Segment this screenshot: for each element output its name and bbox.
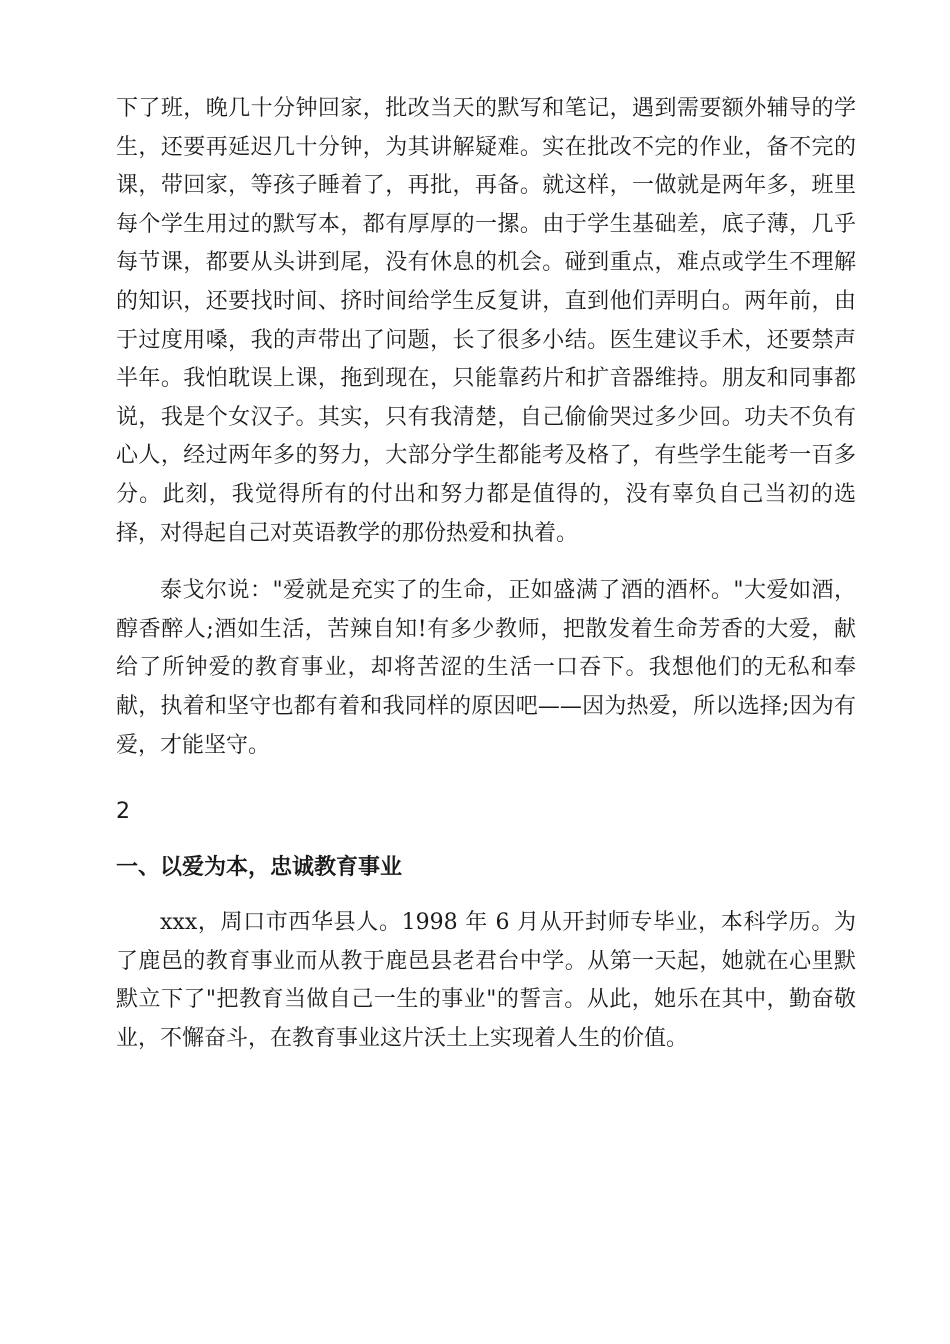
body-paragraph: 泰戈尔说："爱就是充实了的生命，正如盛满了酒的酒杯。"大爱如酒，醇香醉人;酒如生活，苦辣自知!有多少教师，把散发着生命芳香的大爱，献给了所钟爱的教育事业，却将苦涩的生活一口吞下。我想他们的无私和奉献，执着和坚守也都有着和我同样的原因吧——因为热爱，所以选择;因为有爱，才能坚守。 bbox=[116, 578, 856, 758]
section-heading: 一、以爱为本，忠诚教育事业 bbox=[116, 855, 403, 881]
body-paragraph: xxx，周口市西华县人。1998 年 6 月从开封师专毕业，本科学历。为了鹿邑的教育事业而从教于鹿邑县老君台中学。从第一天起，她就在心里默默立下了"把教育当做自己一生的事业"的誓言。从此，她乐在其中，勤奋敬业，不懈奋斗，在教育事业这片沃土上实现着人生的价值。 bbox=[116, 910, 856, 1051]
document-body bbox=[116, 90, 856, 1058]
page-number: 2 bbox=[116, 799, 130, 825]
body-paragraph: 下了班，晚几十分钟回家，批改当天的默写和笔记，遇到需要额外辅导的学生，还要再延迟几十分钟，为其讲解疑难。实在批改不完的作业，备不完的课，带回家，等孩子睡着了，再批，再备。就这样，一做就是两年多，班里每个学生用过的默写本，都有厚厚的一摞。由于学生基础差，底子薄，几乎每节课，都要从头讲到尾，没有休息的机会。碰到重点，难点或学生不理解的知识，还要找时间、挤时间给学生反复讲，直到他们弄明白。两年前，由于过度用嗓，我的声带出了问题，长了很多小结。医生建议手术，还要禁声半年。我怕耽误上课，拖到现在，只能靠药片和扩音器维持。朋友和同事都说，我是个女汉子。其实，只有我清楚，自己偷偷哭过多少回。功夫不负有心人，经过两年多的努力，大部分学生都能考及格了，有些学生能考一百多分。此刻，我觉得所有的付出和努力都是值得的，没有辜负自己当初的选择，对得起自己对英语教学的那份热爱和执着。 bbox=[116, 96, 856, 546]
